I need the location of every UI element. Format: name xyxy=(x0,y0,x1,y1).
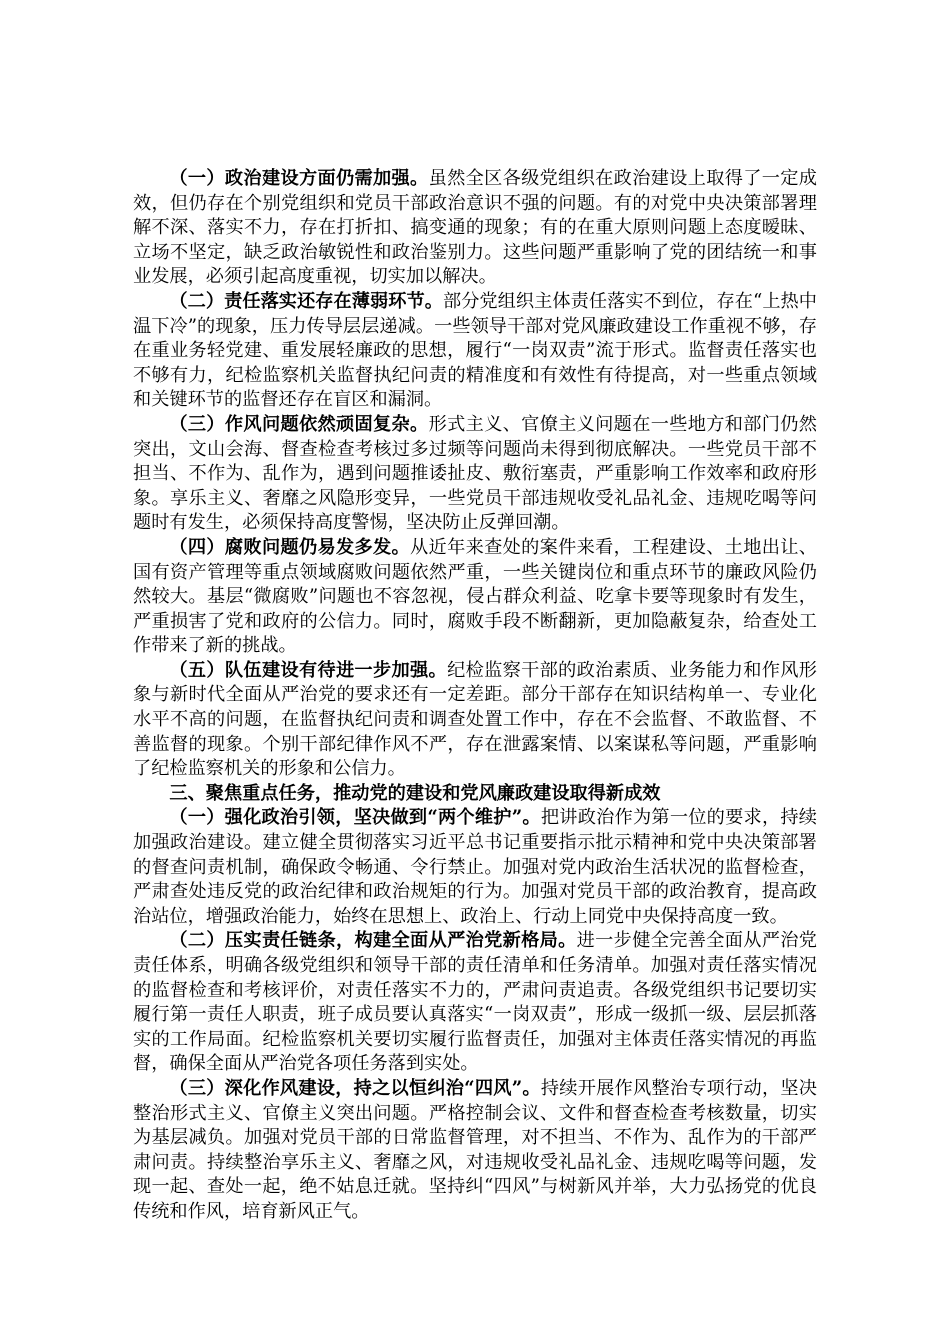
paragraph-body: 形式主义、官僚主义问题在一些地方和部门仍然突出，文山会海、督查检查考核过多过频等问题尚未得到彻底解决。一些党员干部不担当、不作为、乱作为，遇到问题推诿扯皮、敷衍塞责，严重影响工作效率和政府形象。享乐主义、奢靡之风隐形变异，一些党员干部违规收受礼品礼金、违规吃喝等问题时有发生，必须保持高度警惕，坚决防止反弹回潮。 xyxy=(133,413,817,534)
paragraph-lead: （一）政治建设方面仍需加强。 xyxy=(169,168,429,189)
paragraph-lead: （五）队伍建设有待进一步加强。 xyxy=(169,659,448,681)
paragraph-lead: （二）责任落实还存在薄弱环节。 xyxy=(169,290,443,312)
paragraph-lead: （四）腐败问题仍易发多发。 xyxy=(169,536,411,558)
paragraph-lead: （三）作风问题依然顽固复杂。 xyxy=(169,413,429,435)
paragraph-body: 持续开展作风整治专项行动，坚决整治形式主义、官僚主义突出问题。严格控制会议、文件和督查检查考核数量，切实为基层减负。加强对党员干部的日常监督管理，对不担当、不作为、乱作为的干部严肃问责。持续整治享乐主义、奢靡之风，对违规收受礼品礼金、违规吃喝等问题，发现一起、查处一起，绝不姑息迁就。坚持纠“四风”与树新风并举，大力弘扬党的优良传统和作风，培育新风正气。 xyxy=(133,1077,817,1222)
paragraph-political-guidance xyxy=(133,806,817,929)
paragraph-lead: （二）压实责任链条，构建全面从严治党新格局。 xyxy=(169,930,577,952)
paragraph-political-construction xyxy=(133,167,817,290)
paragraph-body: 进一步健全完善全面从严治党责任体系，明确各级党组织和领导干部的责任清单和任务清单。加强对责任落实情况的监督检查和考核评价，对责任落实不力的，严肃问责追责。各级党组织书记要切实履行第一责任人职责，班子成员要认真落实“一岗双责”，形成一级抓一级、层层抓落实的工作局面。纪检监察机关要切实履行监督责任，加强对主体责任落实情况的再监督，确保全面从严治党各项任务落到实处。 xyxy=(133,930,817,1075)
paragraph-body: 虽然全区各级党组织在政治建设上取得了一定成效，但仍存在个别党组织和党员干部政治意识不强的问题。有的对党中央决策部署理解不深、落实不力，存在打折扣、搞变通的现象；有的在重大原则问题上态度暧昧、立场不坚定，缺乏政治敏锐性和政治鉴别力。这些问题严重影响了党的团结统一和事业发展，必须引起高度重视，切实加以解决。 xyxy=(133,168,817,288)
paragraph-work-style xyxy=(133,413,817,536)
paragraph-lead: （三）深化作风建设，持之以恒纠治“四风”。 xyxy=(169,1077,541,1099)
paragraph-body: 部分党组织主体责任落实不到位，存在“上热中温下冷”的现象，压力传导层层递减。一些领导干部对党风廉政建设工作重视不够，存在重业务轻党建、重发展轻廉政的思想，履行“一岗双责”流于形式。监督责任落实也不够有力，纪检监察机关监督执纪问责的精准度和有效性有待提高，对一些重点领域和关键环节的监督还存在盲区和漏洞。 xyxy=(133,290,817,411)
paragraph-corruption xyxy=(133,536,817,659)
paragraph-body: 从近年来查处的案件来看，工程建设、土地出让、国有资产管理等重点领域腐败问题依然严重，一些关键岗位和重点环节的廉政风险仍然较大。基层“微腐败”问题也不容忽视，侵占群众利益、吃拿卡要等现象时有发生，严重损害了党和政府的公信力。同时，腐败手段不断翻新，更加隐蔽复杂，给查处工作带来了新的挑战。 xyxy=(133,536,817,657)
document-page xyxy=(133,167,817,1225)
paragraph-lead: （一）强化政治引领，坚决做到“两个维护”。 xyxy=(169,807,541,829)
paragraph-responsibility-chain xyxy=(133,929,817,1077)
paragraph-body: 纪检监察干部的政治素质、业务能力和作风形象与新时代全面从严治党的要求还有一定差距。部分干部存在知识结构单一、专业化水平不高的问题，在监督执纪问责和调查处置工作中，存在不会监督、不敢监督、不善监督的现象。个别干部纪律作风不严，存在泄露案情、以案谋私等问题，严重影响了纪检监察机关的形象和公信力。 xyxy=(133,659,817,780)
paragraph-body: 把讲政治作为第一位的要求，持续加强政治建设。建立健全贯彻落实习近平总书记重要指示批示精神和党中央决策部署的督查问责机制，确保政令畅通、令行禁止。加强对党内政治生活状况的监督检查，严肃查处违反党的政治纪律和政治规矩的行为。加强对党员干部的政治教育，提高政治站位，增强政治能力，始终在思想上、政治上、行动上同党中央保持高度一致。 xyxy=(133,807,817,927)
paragraph-team-building xyxy=(133,659,817,782)
paragraph-four-winds xyxy=(133,1077,817,1225)
paragraph-responsibility xyxy=(133,290,817,413)
section-heading: 三、聚焦重点任务，推动党的建设和党风廉政建设取得新成效 xyxy=(169,782,661,804)
